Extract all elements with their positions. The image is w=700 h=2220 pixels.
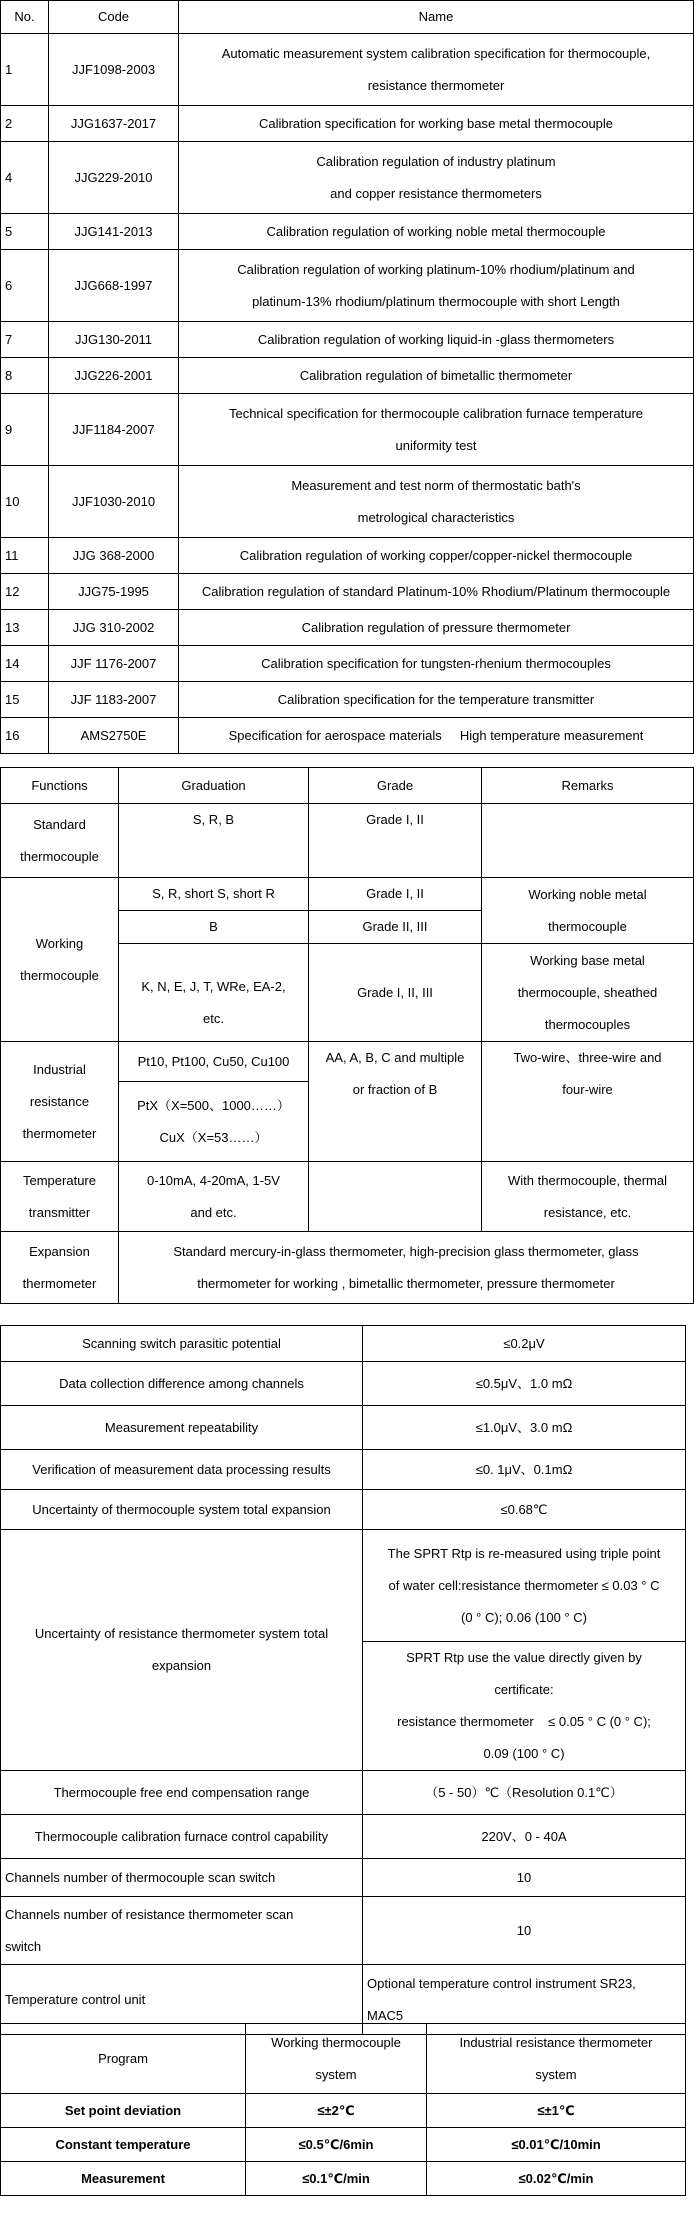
graduation-cell: PtX（X=500、1000……） CuX（X=53……） [119, 1082, 309, 1162]
name-cell: Calibration regulation of pressure thermometer [179, 610, 694, 646]
standards-row [1, 106, 694, 142]
spec-label: Uncertainty of resistance thermometer system total expansion [1, 1530, 363, 1771]
number-cell: 7 [1, 322, 49, 358]
grade-cell: Grade I, II [309, 804, 482, 878]
program-label: Measurement [1, 2162, 246, 2196]
code-cell: JJF 1183-2007 [49, 682, 179, 718]
header-cell: Name [179, 1, 694, 34]
number-cell: 15 [1, 682, 49, 718]
graduation-cell: S, R, B [119, 804, 309, 878]
header-cell: Industrial resistance thermometer system [427, 2024, 686, 2094]
number-cell: 13 [1, 610, 49, 646]
code-cell: JJG75-1995 [49, 574, 179, 610]
standards-row [1, 322, 694, 358]
spec-row [1, 1326, 686, 1362]
header-cell: Program [1, 2024, 246, 2094]
name-cell: Automatic measurement system calibration specification for thermocouple, resistance thermometer [179, 34, 694, 106]
spec-row [1, 1490, 686, 1530]
expansion-row [1, 1232, 694, 1304]
function-cell: Standard thermocouple [1, 804, 119, 878]
standards-row [1, 250, 694, 322]
code-cell: JJG130-2011 [49, 322, 179, 358]
code-cell: JJG 310-2002 [49, 610, 179, 646]
code-cell: JJF1184-2007 [49, 394, 179, 466]
number-cell: 12 [1, 574, 49, 610]
name-cell: Calibration regulation of standard Platinum-10% Rhodium/Platinum thermocouple [179, 574, 694, 610]
number-cell: 2 [1, 106, 49, 142]
number-cell: 1 [1, 34, 49, 106]
function-cell: Working thermocouple [1, 878, 119, 1042]
standards-row [1, 34, 694, 106]
industrial-row [1, 1042, 694, 1082]
spec-label: Measurement repeatability [1, 1406, 363, 1450]
function-cell: Temperature transmitter [1, 1162, 119, 1232]
spec-row [1, 1859, 686, 1897]
number-cell: 9 [1, 394, 49, 466]
name-cell: Calibration specification for tungsten-rhenium thermocouples [179, 646, 694, 682]
program-label: Constant temperature [1, 2128, 246, 2162]
name-cell: Calibration regulation of working liquid-in -glass thermometers [179, 322, 694, 358]
spec-label: Temperature control unit [1, 1965, 363, 2035]
functions-header-row [1, 768, 694, 804]
code-cell: JJG229-2010 [49, 142, 179, 214]
program-label: Set point deviation [1, 2094, 246, 2128]
spec-value: ≤0.68℃ [363, 1490, 686, 1530]
grade-cell: Grade I, II, III [309, 944, 482, 1042]
spec-value: ≤0.2μV [363, 1326, 686, 1362]
program-value: ≤0.01℃/10min [427, 2128, 686, 2162]
spec-row [1, 1897, 686, 1965]
graduation-cell: 0-10mA, 4-20mA, 1-5V and etc. [119, 1162, 309, 1232]
name-cell: Calibration specification for working base metal thermocouple [179, 106, 694, 142]
expansion-description: Standard mercury-in-glass thermometer, high-precision glass thermometer, glass thermometer for working , bimetallic thermometer, pressure thermometer [119, 1232, 694, 1304]
header-cell: No. [1, 1, 49, 34]
code-cell: JJF 1176-2007 [49, 646, 179, 682]
spec-row [1, 1406, 686, 1450]
program-value: ≤0.02℃/min [427, 2162, 686, 2196]
code-cell: JJF1098-2003 [49, 34, 179, 106]
program-row [1, 2162, 686, 2196]
name-cell: Calibration regulation of bimetallic thermometer [179, 358, 694, 394]
grade-cell [309, 1162, 482, 1232]
spec-value: 10 [363, 1897, 686, 1965]
header-cell: Code [49, 1, 179, 34]
spec-row [1, 1815, 686, 1859]
spec-value: The SPRT Rtp is re-measured using triple point of water cell:resistance thermometer ≤ 0.03 ° C (0 ° C); 0.06 (100 ° C) [363, 1530, 686, 1642]
spec-row [1, 1362, 686, 1406]
number-cell: 4 [1, 142, 49, 214]
spec-value: 10 [363, 1859, 686, 1897]
spec-row [1, 1530, 686, 1642]
graduation-cell: Pt10, Pt100, Cu50, Cu100 [119, 1042, 309, 1082]
standards-row [1, 394, 694, 466]
header-cell: Remarks [482, 768, 694, 804]
function-cell: Expansion thermometer [1, 1232, 119, 1304]
grade-cell: AA, A, B, C and multiple or fraction of B [309, 1042, 482, 1162]
working-row [1, 878, 694, 911]
transmitter-row [1, 1162, 694, 1232]
remarks-cell: Working base metal thermocouple, sheathed thermocouples [482, 944, 694, 1042]
standards-row [1, 610, 694, 646]
number-cell: 5 [1, 214, 49, 250]
code-cell: JJG 368-2000 [49, 538, 179, 574]
code-cell: JJG226-2001 [49, 358, 179, 394]
standards-row [1, 358, 694, 394]
code-cell: JJG668-1997 [49, 250, 179, 322]
number-cell: 10 [1, 466, 49, 538]
functions-table [0, 767, 694, 1304]
spec-label: Channels number of resistance thermometer scan switch [1, 1897, 363, 1965]
code-cell: AMS2750E [49, 718, 179, 754]
name-cell: Calibration regulation of working noble metal thermocouple [179, 214, 694, 250]
standards-row [1, 466, 694, 538]
standard-row [1, 804, 694, 878]
header-cell: Grade [309, 768, 482, 804]
graduation-cell: B [119, 911, 309, 944]
code-cell: JJF1030-2010 [49, 466, 179, 538]
spec-value: ≤0.5μV、1.0 mΩ [363, 1362, 686, 1406]
program-header-row [1, 2024, 686, 2094]
name-cell: Calibration regulation of industry platinum and copper resistance thermometers [179, 142, 694, 214]
spec-value: ≤1.0μV、3.0 mΩ [363, 1406, 686, 1450]
number-cell: 8 [1, 358, 49, 394]
name-cell: Technical specification for thermocouple calibration furnace temperature uniformity test [179, 394, 694, 466]
program-table [0, 2023, 686, 2196]
spec-label: Uncertainty of thermocouple system total expansion [1, 1490, 363, 1530]
spec-label: Verification of measurement data processing results [1, 1450, 363, 1490]
spec-value: （5 - 50）℃（Resolution 0.1℃） [363, 1771, 686, 1815]
function-cell: Industrial resistance thermometer [1, 1042, 119, 1162]
spec-value: ≤0. 1μV、0.1mΩ [363, 1450, 686, 1490]
program-value: ≤0.5℃/6min [246, 2128, 427, 2162]
spec-value: Optional temperature control instrument SR23, MAC5 [363, 1965, 686, 2035]
remarks-cell: With thermocouple, thermal resistance, etc. [482, 1162, 694, 1232]
header-cell: Graduation [119, 768, 309, 804]
spec-row [1, 1771, 686, 1815]
spec-value: 220V、0 - 40A [363, 1815, 686, 1859]
program-row [1, 2128, 686, 2162]
spec-label: Scanning switch parasitic potential [1, 1326, 363, 1362]
number-cell: 14 [1, 646, 49, 682]
code-cell: JJG141-2013 [49, 214, 179, 250]
spec-label: Channels number of thermocouple scan switch [1, 1859, 363, 1897]
standards-header-row [1, 1, 694, 34]
spec-row [1, 1450, 686, 1490]
number-cell: 16 [1, 718, 49, 754]
spec-label: Thermocouple calibration furnace control capability [1, 1815, 363, 1859]
program-value: ≤±2℃ [246, 2094, 427, 2128]
standards-row [1, 718, 694, 754]
standards-row [1, 142, 694, 214]
standards-row [1, 682, 694, 718]
number-cell: 6 [1, 250, 49, 322]
program-value: ≤±1℃ [427, 2094, 686, 2128]
program-row [1, 2094, 686, 2128]
standards-row [1, 214, 694, 250]
grade-cell: Grade II, III [309, 911, 482, 944]
remarks-cell [482, 804, 694, 878]
name-cell: Specification for aerospace materials High temperature measurement [179, 718, 694, 754]
grade-cell: Grade I, II [309, 878, 482, 911]
header-cell: Functions [1, 768, 119, 804]
standards-row [1, 538, 694, 574]
spec-value: SPRT Rtp use the value directly given by certificate: resistance thermometer ≤ 0.05 ° C (0 ° C); 0.09 (100 ° C) [363, 1642, 686, 1771]
code-cell: JJG1637-2017 [49, 106, 179, 142]
name-cell: Calibration regulation of working platinum-10% rhodium/platinum and platinum-13% rhodium/platinum thermocouple with short Length [179, 250, 694, 322]
graduation-cell: S, R, short S, short R [119, 878, 309, 911]
remarks-cell: Working noble metal thermocouple [482, 878, 694, 944]
standards-row [1, 574, 694, 610]
standards-row [1, 646, 694, 682]
header-cell: Working thermocouple system [246, 2024, 427, 2094]
name-cell: Calibration specification for the temperature transmitter [179, 682, 694, 718]
standards-table [0, 0, 694, 754]
name-cell: Calibration regulation of working copper/copper-nickel thermocouple [179, 538, 694, 574]
specs-table [0, 1325, 686, 2035]
remarks-cell: Two-wire、three-wire and four-wire [482, 1042, 694, 1162]
graduation-cell: K, N, E, J, T, WRe, EA-2, etc. [119, 944, 309, 1042]
spec-label: Data collection difference among channels [1, 1362, 363, 1406]
spec-label: Thermocouple free end compensation range [1, 1771, 363, 1815]
program-value: ≤0.1℃/min [246, 2162, 427, 2196]
number-cell: 11 [1, 538, 49, 574]
name-cell: Measurement and test norm of thermostatic bath's metrological characteristics [179, 466, 694, 538]
